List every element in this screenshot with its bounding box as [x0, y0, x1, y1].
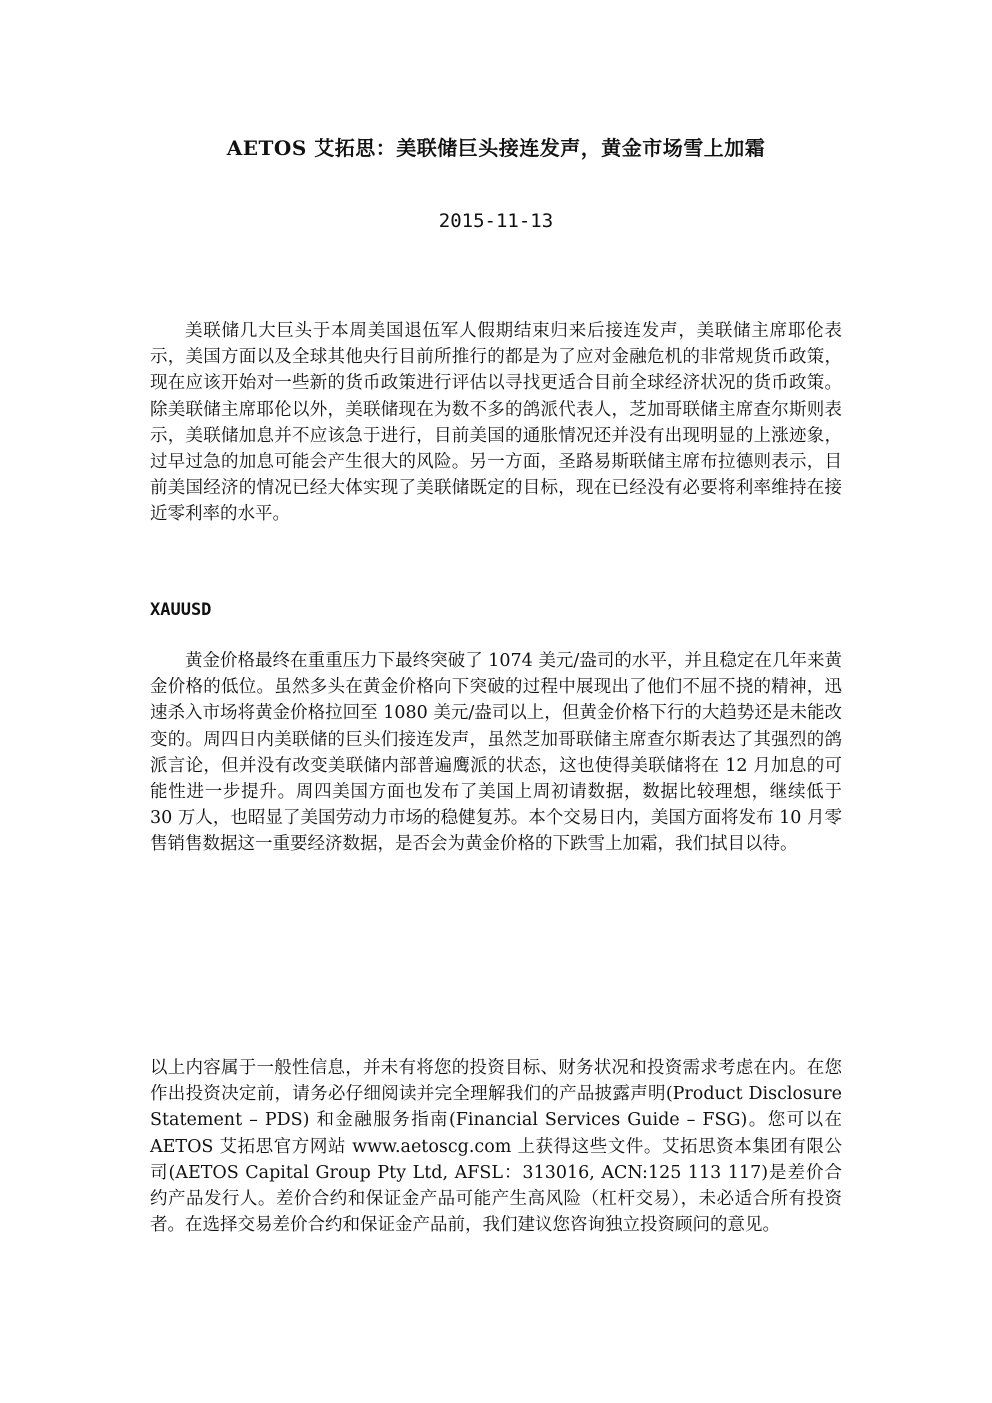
document-title: AETOS 艾拓思：美联储巨头接连发声，黄金市场雪上加霜: [226, 136, 766, 160]
intro-paragraph: 美联储几大巨头于本周美国退伍军人假期结束归来后接连发声，美联储主席耶伦表示，美国方面以及全球其他央行目前所推行的都是为了应对金融危机的非常规货币政策，现在应该开始对一些新的货币政策进行评估以寻找更适合目前全球经济状况的货币政策。除美联储主席耶伦以外，美联储现在为数不多的鸽派代表人，芝加哥联储主席查尔斯则表示，美联储加息并不应该急于进行，目前美国的通胀情况还并没有出现明显的上涨迹象，过早过急的加息可能会产生很大的风险。另一方面，圣路易斯联储主席布拉德则表示，目前美国经济的情况已经大体实现了美联储既定的目标，现在已经没有必要将利率维持在接近零利率的水平。: [150, 321, 842, 525]
section-heading-xauusd: XAUUSD: [150, 600, 212, 620]
disclaimer-paragraph: 以上内容属于一般性信息，并未有将您的投资目标、财务状况和投资需求考虑在内。在您作出投资决定前，请务必仔细阅读并完全理解我们的产品披露声明(Product Disclosure Statement – PDS) 和金融服务指南(Financial Services Guide – FSG)。您可以在 AETOS 艾拓思官方网站 www.aetoscg.com 上获得这些文件。艾拓思资本集团有限公司(AETOS Capital Group Pty Ltd, AFSL：313016, ACN:125 113 117)是差价合约产品发行人。差价合约和保证金产品可能产生高风险（杠杆交易），未必适合所有投资者。在选择交易差价合约和保证金产品前，我们建议您咨询独立投资顾问的意见。: [150, 1058, 842, 1236]
document-date: 2015-11-13: [438, 210, 554, 232]
xauusd-paragraph: 黄金价格最终在重重压力下最终突破了 1074 美元/盎司的水平，并且稳定在几年来黄金价格的低位。虽然多头在黄金价格向下突破的过程中展现出了他们不屈不挠的精神，迅速杀入市场将黄金价格拉回至 1080 美元/盎司以上，但黄金价格下行的大趋势还是未能改变的。周四日内美联储的巨头们接连发声，虽然芝加哥联储主席查尔斯表达了其强烈的鸽派言论，但并没有改变美联储内部普遍鹰派的状态，这也使得美联储将在 12 月加息的可能性进一步提升。周四美国方面也发布了美国上周初请数据，数据比较理想，继续低于 30 万人，也昭显了美国劳动力市场的稳健复苏。本个交易日内，美国方面将发布 10 月零售销售数据这一重要经济数据，是否会为黄金价格的下跌雪上加霜，我们拭目以待。: [150, 651, 842, 855]
